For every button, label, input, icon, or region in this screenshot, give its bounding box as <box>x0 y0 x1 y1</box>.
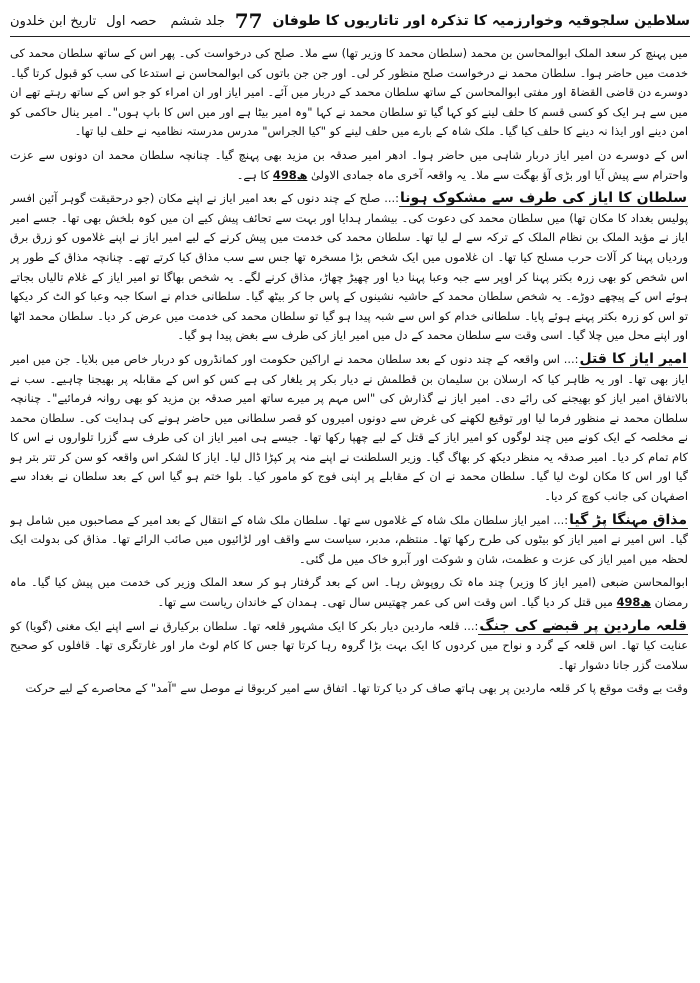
book-title: تاریخ ابن خلدون <box>10 13 97 29</box>
hijri-year: 498ھ <box>272 167 308 182</box>
volume-label: جلد ششم <box>170 13 225 29</box>
paragraph: میں پہنچ کر سعد الملک ابوالمحاسن بن محمد (سلطان محمد کا وزیر تھا) سے ملا۔ صلح کی درخواست کی۔ پھر اس کے ساتھ سلطان محمد کی خدمت میں حاضر ہوا۔ سلطان محمد نے درخواست صلح منظور کر لی۔ اور جن جن باتوں کی ابوالمحاسن نے استدعا کی سب کو قبول کرتا گیا۔ دوسرے دن قاضی القضاۃ اور مفتی ابوالمحاسن کے ساتھ سلطان محمد کے دربار میں آئے۔ امیر ایاز اور ان امراء کو جو اس کے ساتھ رہتے تھے ان میں سے ہر ایک کو کسی قسم کا حلف لینے کو کہا گیا تو سلطان محمد نے کہا "وہ امیر بیٹا ہے اور میں اس کا باپ ہوں"۔ امیر ینال حاکمی کو امن دینے اور ایذا نہ دینے کا حلف کیا گیا۔ ملک شاہ کے بارے میں حلف لینے کو "کیا الجراس" مدرس مدرستہ نظامیہ نے حلف لیا تھا۔ <box>10 46 688 139</box>
hijri-year: 498ھ <box>616 595 652 610</box>
section-paragraph: مذاق مہنگا پڑ گیا:... امیر ایاز سلطان ملک شاہ کے غلاموں سے تھا۔ سلطان ملک شاہ کے انتقال کے بعد امیر کے مصاحبوں میں شامل ہو گیا۔ اس امیر نے امیر ایاز کو بیٹوں کی طرح رکھا تھا۔ منتظم، مدبر، سیاست سے واقف اور لڑائیوں میں صائب الرائے تھا۔ مذاق کی بدولت ایک لحظہ میں امیر ایاز کی عزت و عظمت، شان و شوکت اور آبرو خاک میں مل گئی۔ <box>10 511 688 566</box>
paragraph: وقت بے وقت موقع پا کر قلعہ ماردین پر بھی ہاتھ صاف کر دیا کرتا تھا۔ اتفاق سے امیر کربوقا نے موصل سے "آمد" کے محاصرے کے لیے حرکت <box>25 681 688 696</box>
section-heading: مذاق مہنگا پڑ گیا <box>569 511 687 528</box>
page-header <box>10 6 690 37</box>
section-paragraph: قلعہ ماردین پر قبضے کی جنگ:... قلعہ ماردین دیار بکر کا ایک مشہور قلعہ تھا۔ سلطان برکیارق نے اسے اپنے ایک مغنی (گویا) کو عنایت کیا تھا۔ اس قلعہ کے گرد و نواح میں کردوں کا ایک بہت بڑا گروہ رہا کرتا تھا جس کا کام لوٹ مار اور غارتگری تھا۔ قافلوں کو صحیح سلامت گزر جانا دشوار تھا۔ <box>10 617 688 672</box>
section-heading: امیر ایاز کا قتل <box>579 350 687 367</box>
part-label: حصہ اول <box>106 13 157 29</box>
section-paragraph: سلطان کا ایاز کی طرف سے مشکوک ہونا:... صلح کے چند دنوں کے بعد امیر ایاز نے اپنے مکان (جو درحقیقت گوہر آئین افسر پولیس بغداد کا مکان تھا) میں سلطان محمد کی دعوت کی۔ بیشمار ہدایا اور بہت سے تحائف پیش کیے ان میں کوہ بلخش بھی تھا۔ جسے امیر ایاز نے مؤید الملک بن نظام الملک کے ترکہ سے لے لیا تھا۔ سلطان محمد کی خدمت میں پیش کرنے کے لیے امیر ایاز نے اپنے غلاموں کو زرق برق وردیاں پہنا کر آلات حرب مسلح کیا تھا۔ ان غلاموں میں ایک شخص بڑا مسخرہ تھا جس سے سب مذاق کیا کرتے تھے۔ چنانچہ مذاق کے طور پر اس شخص کو بھی زرہ بکتر پہنا کر اوپر سے جبہ وعبا پہنا دیا اور چھیڑ چھاڑ، مذاق کرنے لگے۔ یہ شخص بھاگا تو امیر ایاز کے غلام تالیاں بجاتے ہوئے اس کے پیچھے دوڑے۔ یہ شخص سلطان محمد کے حاشیہ نشینوں کے پاس جا کر بیٹھ گیا۔ سلطانی خدام نے اسکا جبہ وعبا کو الٹ کر دیکھا تو اس کو زرہ بکتر پہنے ہوئے پایا۔ سلطانی خدام کو اس سے شبہ پیدا ہو گیا تو سلطان محمد کی خدمت میں عرض کر دیا۔ سلطان محمد اٹھا اور اپنے محل میں چلا گیا۔ اسی وقت سے سلطان محمد کے دل میں امیر ایاز کی طرف سے بغض پیدا ہو گیا۔ <box>10 190 688 343</box>
paragraph: اس کے دوسرے دن امیر ایاز دربار شاہی میں حاضر ہوا۔ ادھر امیر صدقہ بن مزید بھی پہنچ گیا۔ چنانچہ سلطان محمد ان دونوں سے عزت واحترام سے پیش آیا اور بڑی آؤ بھگت سے ملا۔ یہ واقعہ آخری ماہ جمادی الاولیٰ 498ھ کا ہے۔ <box>10 147 688 182</box>
page-number: 77 <box>234 9 263 33</box>
section-paragraph: امیر ایاز کا قتل:... اس واقعہ کے چند دنوں کے بعد سلطان محمد نے اراکین حکومت اور کمانڈروں کو دربار خاص میں بلایا۔ جن میں امیر ایاز بھی تھا۔ اور یہ ظاہر کیا کہ ارسلان بن سلیمان بن قطلمش نے دیار بکر پر یلغار کی ہے کس کو اس کے مقابلہ پر بھیجنا چاہیے۔ سب نے بالاتفاق امیر ایاز کو بھیجنے کی رائے دی۔ امیر ایاز نے گذارش کی "اس مہم پر میرے ساتھ امیر صدقہ بن مزید کو بھی روانہ فرمائیے"۔ چنانچہ سلطان محمد نے منظور فرما لیا اور توقیع لکھنے کی غرض سے دونوں امیروں کو قصر سلطانی میں حاضر ہونے کی ہدایت کی۔ سلطان محمد نے مخلصہ کے ایک کونے میں چند لوگوں کو امیر ایاز کے قتل کے لیے چھپا رکھا تھا۔ جیسے ہی امیر ایاز ان کی طرف سے گزرا تلواروں نے اس کا کام تمام کر دیا۔ امیر صدقہ یہ منظر دیکھ کر بھاگ گیا۔ وزیر السلطنت نے اپنے منہ پر کپڑا ڈال لیا۔ ایاز کا لشکر اس واقعہ کو سن کر تتر بتر ہو گیا اور اس کا مکان لوٹ لیا گیا۔ سلطان محمد نے ان کے مقابلے پر اپنی فوج کو مامور کیا۔ بلوا ختم ہو گیا اس کے بعد سلطان نے بغداد سے اصفہان کی جانب کوچ کر دیا۔ <box>10 350 688 504</box>
section-heading: سلطان کا ایاز کی طرف سے مشکوک ہونا <box>399 190 687 207</box>
section-heading: قلعہ ماردین پر قبضے کی جنگ <box>479 617 687 634</box>
paragraph: ابوالمحاسن ضبعی (امیر ایاز کا وزیر) چند ماہ تک روپوش رہا۔ اس کے بعد گرفتار ہو کر سعد الملک وزیر کی خدمت میں پیش کیا گیا۔ ماہ رمضان 498ھ میں قتل کر دیا گیا۔ اس وقت اس کی عمر چھتیس سال تھی۔ ہمدان کے خاندان ریاست سے تھا۔ <box>10 575 688 610</box>
volume-info <box>106 14 225 29</box>
chapter-title: سلاطین سلجوقیہ وخوارزمیہ کا تذکرہ اور تاتاریوں کا طوفان <box>272 13 690 29</box>
page-body <box>10 44 688 977</box>
